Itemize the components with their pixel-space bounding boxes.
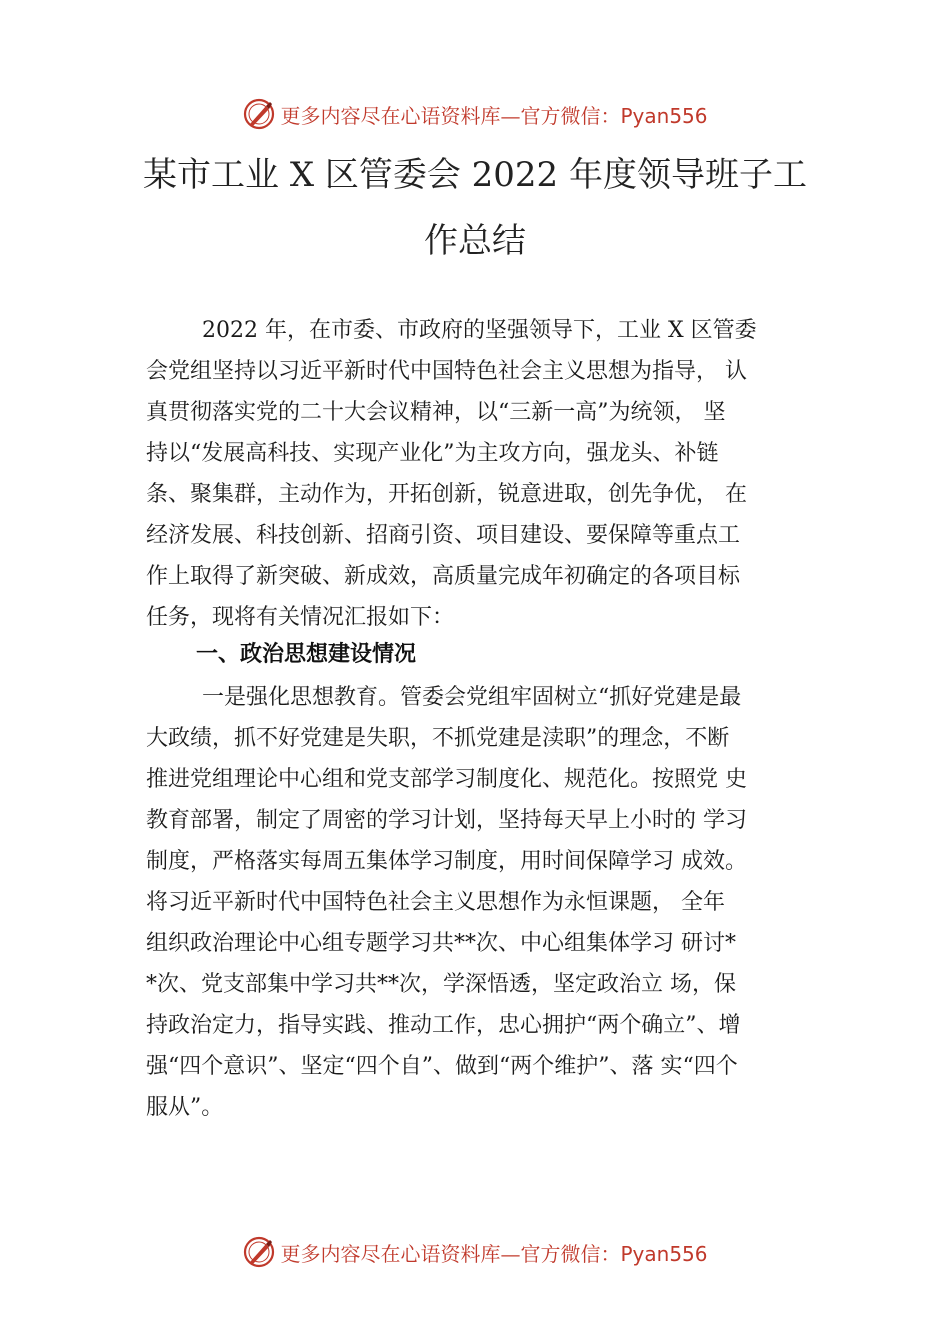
paragraph-line: 真贯彻落实党的二十大会议精神，以“三新一高”为统领， 坚: [146, 400, 726, 425]
paragraph-line: 2022 年，在市委、市政府的坚强领导下，工业 X 区管委: [202, 318, 757, 343]
paragraph-line: 强“四个意识”、坚定“四个自”、做到“两个维护”、落 实“四个: [146, 1054, 738, 1079]
section-heading: 一、政治思想建设情况: [196, 642, 417, 667]
paragraph-line: 推进党组理论中心组和党支部学习制度化、规范化。按照党 史: [146, 767, 747, 792]
paragraph-line: 教育部署，制定了周密的学习计划，坚持每天早上小时的 学习: [146, 808, 747, 833]
paragraph-line: 服从”。: [146, 1095, 224, 1120]
watermark-handle: Pyan556: [620, 1241, 708, 1266]
paragraph-line: 大政绩，抓不好党建是失职，不抓党建是渎职”的理念，不断: [146, 726, 730, 751]
watermark-header: [0, 94, 950, 134]
watermark-handle: Pyan556: [620, 103, 708, 128]
paragraph-line: 任务，现将有关情况汇报如下：: [146, 605, 455, 630]
paragraph-line: 制度，严格落实每周五集体学习制度，用时间保障学习 成效。: [146, 849, 747, 874]
paragraph-line: 组织政治理论中心组专题学习共**次、中心组集体学习 研讨*: [146, 931, 736, 956]
watermark-footer: [0, 1232, 950, 1272]
watermark-text: 更多内容尽在心语资料库—官方微信：Pyan556: [280, 1241, 708, 1266]
paragraph-line: 持以“发展高科技、实现产业化”为主攻方向，强龙头、补链: [146, 441, 719, 466]
intro-paragraph: [146, 310, 826, 638]
document-title-line-2: 作总结: [424, 221, 526, 261]
paragraph-line: 一是强化思想教育。管委会党组牢固树立“抓好党建是最: [202, 685, 742, 710]
document-title-line-1: 某市工业 X 区管委会 2022 年度领导班子工: [143, 155, 807, 195]
paragraph-line: *次、党支部集中学习共**次，学深悟透，坚定政治立 场，保: [146, 972, 736, 997]
paragraph-line: 将习近平新时代中国特色社会主义思想作为永恒课题， 全年: [146, 890, 725, 915]
paragraph-line: 经济发展、科技创新、招商引资、项目建设、要保障等重点工: [146, 523, 741, 548]
paragraph-line: 会党组坚持以习近平新时代中国特色社会主义思想为指导， 认: [146, 359, 747, 384]
watermark-text: 更多内容尽在心语资料库—官方微信：Pyan556: [280, 103, 708, 128]
paragraph-line: 作上取得了新突破、新成效，高质量完成年初确定的各项目标: [146, 564, 741, 589]
section1-paragraph: [146, 677, 826, 1128]
paragraph-line: 持政治定力，指导实践、推动工作，忠心拥护“两个确立”、增: [146, 1013, 741, 1038]
paragraph-line: 条、聚集群，主动作为，开拓创新，锐意进取，创先争优， 在: [146, 482, 747, 507]
pen-seal-logo-icon: [242, 1235, 276, 1269]
pen-seal-logo-icon: [242, 97, 276, 131]
